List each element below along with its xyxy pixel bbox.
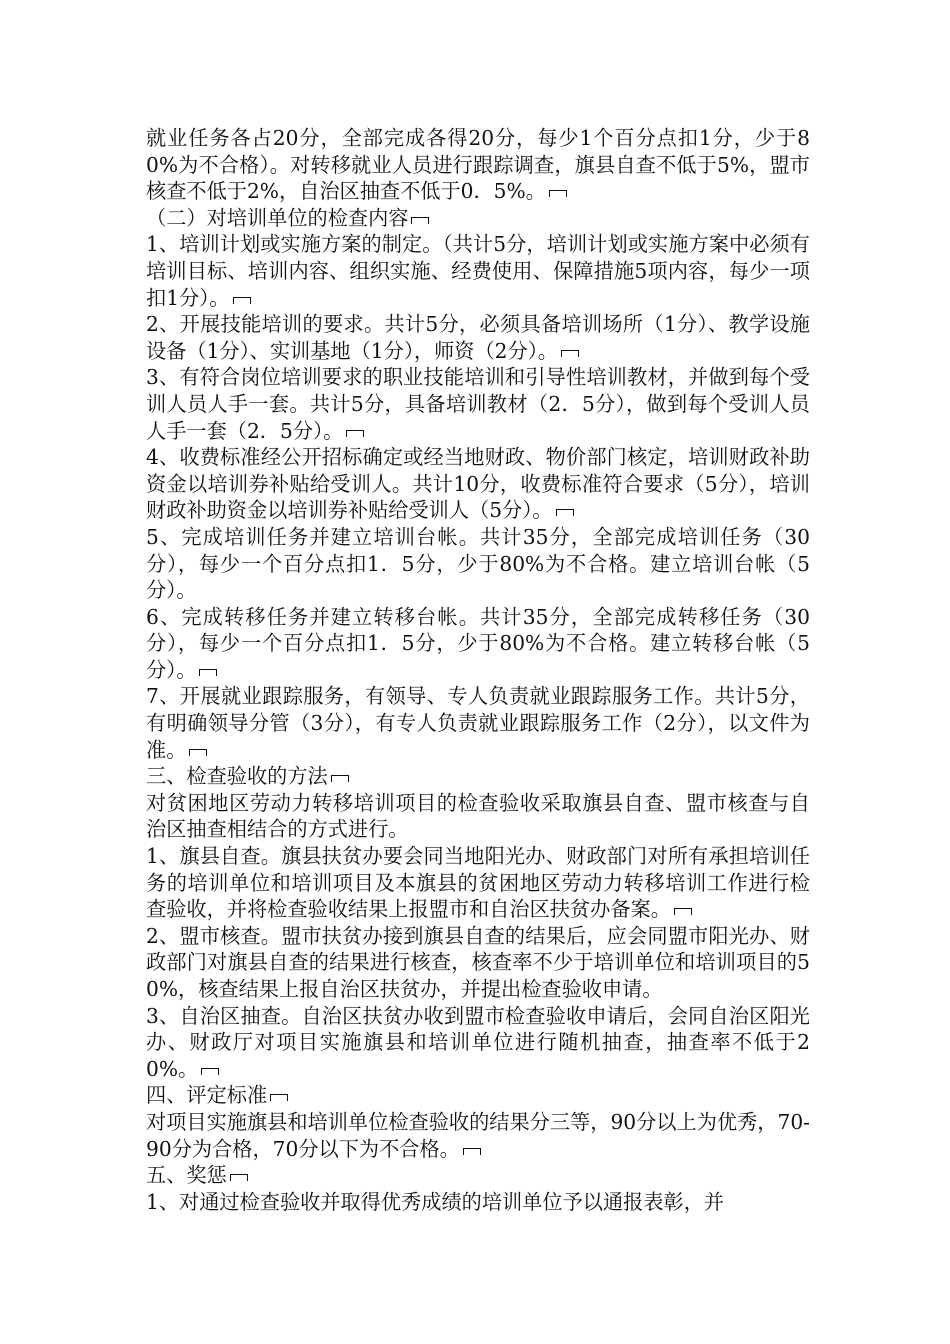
paragraph-mark-icon bbox=[411, 217, 429, 224]
paragraph: 1、旗县自查。旗县扶贫办要会同当地阳光办、财政部门对所有承担培训任务的培训单位和培训项目及本旗县的贫困地区劳动力转移培训工作进行检查验收，并将检查验收结果上报盟市和自治区扶贫办备案。 bbox=[146, 844, 810, 922]
paragraph: 3、有符合岗位培训要求的职业技能培训和引导性培训教材，并做到每个受训人员人手一套。共计5分，具备培训教材（2．5分），做到每个受训人员人手一套（2．5分）。 bbox=[146, 365, 810, 443]
paragraph: 6、完成转移任务并建立转移台帐。共计35分，全部完成转移任务（30分），每少一个百分点扣1．5分，少于80%为不合格。建立转移台帐（5分）。 bbox=[146, 604, 810, 682]
paragraph-mark-icon bbox=[189, 749, 207, 756]
paragraph-mark-icon bbox=[463, 1148, 481, 1155]
paragraph: 5、完成培训任务并建立培训台帐。共计35分，全部完成培训任务（30分），每少一个百分点扣1．5分，少于80%为不合格。建立培训台帐（5分）。 bbox=[146, 524, 810, 603]
paragraph-mark-icon bbox=[199, 669, 217, 676]
section-heading: 三、检查验收的方法 bbox=[146, 763, 810, 790]
paragraph-mark-icon bbox=[674, 908, 692, 915]
paragraph: 对项目实施旗县和培训单位检查验收的结果分三等，90分以上为优秀，70-90分为合格，70分以下为不合格。 bbox=[146, 1109, 810, 1161]
paragraph: 就业任务各占20分，全部完成各得20分，每少1个百分点扣1分，少于80%为不合格）。对转移就业人员进行跟踪调查，旗县自查不低于5%，盟市核查不低于2%，自治区抽查不低于0．5%。 bbox=[146, 126, 810, 204]
paragraph: 4、收费标准经公开招标确定或经当地财政、物价部门核定，培训财政补助资金以培训券补贴给受训人。共计10分，收费标准符合要求（5分），培训财政补助资金以培训券补贴给受训人（5分）。 bbox=[146, 445, 810, 523]
paragraph: 2、盟市核查。盟市扶贫办接到旗县自查的结果后，应会同盟市阳光办、财政部门对旗县自查的结果进行核查，核查率不少于培训单位和培训项目的50%，核查结果上报自治区扶贫办，并提出检查验收申请。 bbox=[146, 923, 810, 1001]
paragraph-mark-icon bbox=[233, 297, 251, 304]
paragraph: 7、开展就业跟踪服务，有领导、专人负责就业跟踪服务工作。共计5分，有明确领导分管（3分），有专人负责就业跟踪服务工作（2分），以文件为准。 bbox=[146, 684, 810, 762]
paragraph: 2、开展技能培训的要求。共计5分，必须具备培训场所（1分）、教学设施设备（1分）、实训基地（1分），师资（2分）。 bbox=[146, 312, 810, 363]
paragraph: 3、自治区抽查。自治区扶贫办收到盟市检查验收申请后，会同自治区阳光办、财政厅对项目实施旗县和培训单位进行随机抽查，抽查率不低于20%。 bbox=[146, 1003, 810, 1081]
paragraph: 1、对通过检查验收并取得优秀成绩的培训单位予以通报表彰，并 bbox=[146, 1189, 725, 1214]
paragraph-mark-icon bbox=[201, 1068, 219, 1075]
paragraph-mark-icon bbox=[331, 775, 349, 782]
paragraph-mark-icon bbox=[230, 1174, 248, 1181]
section-heading: 四、评定标准 bbox=[146, 1082, 810, 1109]
paragraph-mark-icon bbox=[556, 509, 574, 516]
paragraph-mark-icon bbox=[346, 430, 364, 437]
paragraph-mark-icon bbox=[270, 1094, 288, 1101]
section-heading: 五、奖惩 bbox=[146, 1162, 810, 1189]
paragraph-mark-icon bbox=[561, 350, 579, 357]
paragraph: 对贫困地区劳动力转移培训项目的检查验收采取旗县自查、盟市核查与自治区抽查相结合的方式进行。 bbox=[146, 790, 810, 842]
section-heading: （二）对培训单位的检查内容 bbox=[146, 205, 810, 232]
paragraph-mark-icon bbox=[549, 190, 567, 197]
paragraph: 1、培训计划或实施方案的制定。（共计5分，培训计划或实施方案中必须有培训目标、培训内容、组织实施、经费使用、保障措施5项内容，每少一项扣1分）。 bbox=[146, 232, 810, 310]
document-page bbox=[146, 125, 810, 1215]
